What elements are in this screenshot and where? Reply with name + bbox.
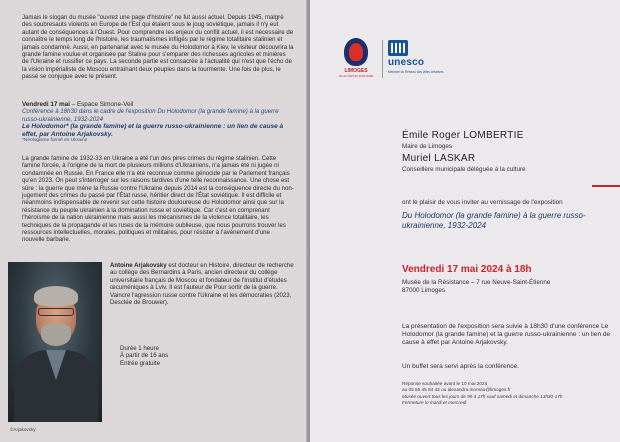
accent-rule: [592, 185, 620, 187]
unesco-logo-icon: [388, 40, 468, 84]
limoges-logo-label: LIMOGES: [344, 68, 368, 74]
right-page: [310, 0, 620, 442]
event-block: [22, 101, 294, 144]
practical-info: [120, 345, 240, 367]
author-bio-text: est docteur en Histoire, directeur de recherche au collège des Bernardins à Paris, ancien directeur du collège universitaire français de Moscou et fondateur de l'Institut d'études œcuméniques à Lviv. Il est l'auteur de Pour sortir de la guerre. Vaincre l'agression russe contre l'Ukraine et les démocraties (2023, Desclée de Brouwer).: [110, 262, 294, 307]
event-note: *Néologisme formé en Ukraine: [22, 138, 88, 144]
museum-hours: Musée ouvert tous les jours de 9h à 17h sauf samedi et dimanche 13h30-17h: [402, 393, 563, 399]
rsvp-info: [402, 381, 612, 406]
unesco-tag: Membre du Réseau des villes créatives: [388, 70, 444, 74]
mayor-role: Maire de Limoges: [402, 143, 453, 150]
event-place: – Espace Simone-Veil: [69, 101, 134, 108]
unesco-word: unesco: [388, 57, 425, 68]
event-title: Le Holodomor* (la grande famine) et la guerre russo-ukrainienne : un lien de cause à effet, par Antoine Arjakovsky.: [22, 123, 284, 138]
author-name: Antoine Arjakovsky: [110, 262, 167, 269]
limoges-logo-tag: VILLE D'ART ET D'HISTOIRE: [338, 75, 374, 78]
buffet-note: Un buffet sera servi après la conférence.: [402, 363, 519, 370]
event-date: Vendredi 17 mai: [22, 101, 70, 108]
venue-line-2: 87000 Limoges: [402, 287, 446, 295]
deputy-first-name: Muriel: [402, 153, 435, 164]
mayor-last-name: LOMBERTIE: [463, 130, 524, 141]
intro-paragraph: Jamais le slogan du musée "ouvrez une page d'histoire" ne fut aussi actuel. Depuis 1945, malgré des soubresauts violents en Europe de l'Est qui étaient sous le joug soviétique, jamais il n'y eut autant de conséquences à l'Ouest. Pour comprendre les enjeux du conflit actuel, il est nécessaire de connaître le temps long de l'histoire, les traumatismes infligés par le régime totalitaire stalinien et jamais condamné. Aussi, en partenariat avec le musée du Holodomor à Kiev, le visiteur découvrira la grande famine voulue et organisée par Staline pour s'emparer des richesses agricoles et minières de l'Ukraine et russifier ce pays. La seconde partie est consacrée à l'actualité qui n'est que l'écho de la vision impérialiste de Moscou entraînant deux peuples dans la tourmente. Une fois de plus, le passé se conjugue avec le présent.: [22, 14, 294, 81]
host-deputy: [402, 153, 526, 173]
author-photo: [8, 262, 102, 422]
limoges-logo-icon: [336, 38, 376, 88]
deputy-role: Conseillère municipale déléguée à la culture: [402, 166, 526, 173]
left-page: [0, 0, 308, 442]
venue-line-1: Musée de la Résistance – 7 rue Neuve-Saint-Étienne: [402, 279, 551, 286]
mayor-first-name: Émile Roger: [402, 130, 464, 141]
venue-address: [402, 279, 550, 296]
exhibition-title: Du Holodomor (la grande famine) à la guerre russo-ukrainienne, 1932-2024: [402, 211, 586, 230]
body-paragraph: La grande famine de 1932-33 en Ukraine a été l'un des pires crimes du régime stalinien. Cette famine forcée, à l'origine de la mort de plusieurs millions d'Ukrainiens, n'a jamais été ni jugée ni condamnée en Russie. En France elle n'a été reconnue comme génocide par le Parlement français qu'en 2023. On peut s'interroger sur les raisons tardives d'une telle reconnaissance. Une chose est sûre : la guerre que mène la Russie contre l'Ukraine depuis 2014 est la conséquence directe du non-jugement des crimes du passé par l'État russe, héritier direct de l'État soviétique. Il est difficile et néanmoins indispensable de revenir sur cette histoire douloureuse du Holodomor ainsi que sur la résistance du peuple ukrainien à la domination russe et soviétique. Car c'est en comprenant l'héroïsme de la nation ukrainienne mais aussi les mécanismes de la violence totalitaire, les techniques de la propagande et les ruses de la mémoire oublieuse, que nous pourrons trouver les ressources intellectuelles, morales, politiques et militaires, pour résister à l'avènement d'une nouvelle barbarie.: [22, 155, 294, 244]
vernissage-date: Vendredi 17 mai 2024 à 18h: [402, 264, 532, 275]
museum-closure: Fermeture le mardi et mercredi: [402, 399, 467, 405]
entry-fee: Entrée gratuite: [120, 359, 160, 367]
duration: Durée 1 heure: [120, 345, 159, 352]
logo-divider: [382, 40, 383, 78]
invite-line: ont le plaisir de vous inviter au vernissage de l'exposition: [402, 199, 563, 206]
conference-note: La présentation de l'exposition sera suivie à 18h30 d'une conférence Le Holodomor (la grande famine) et la guerre russo-ukrainienne : un lien de cause à effet par Antoine Arjakovsky.: [402, 323, 611, 347]
author-bio: [110, 262, 296, 306]
event-heading: [22, 101, 294, 108]
host-mayor: [402, 130, 524, 150]
rsvp-deadline: Réponse souhaitée avant le 10 mai 2024: [402, 381, 488, 386]
age-limit: À partir de 16 ans: [120, 352, 169, 360]
deputy-last-name: LASKAR: [434, 153, 476, 164]
event-context: Conférence à 18h30 dans le cadre de l'exposition Du Holodomor (la grande famine) à la guerre russo-ukrainienne, 1932-2024: [22, 108, 279, 123]
rsvp-contact: au 05 55 45 84 42 ou alexandra.moreau@limoges.fr: [402, 387, 511, 393]
photo-credit: ©Arjakovsky: [10, 427, 36, 432]
